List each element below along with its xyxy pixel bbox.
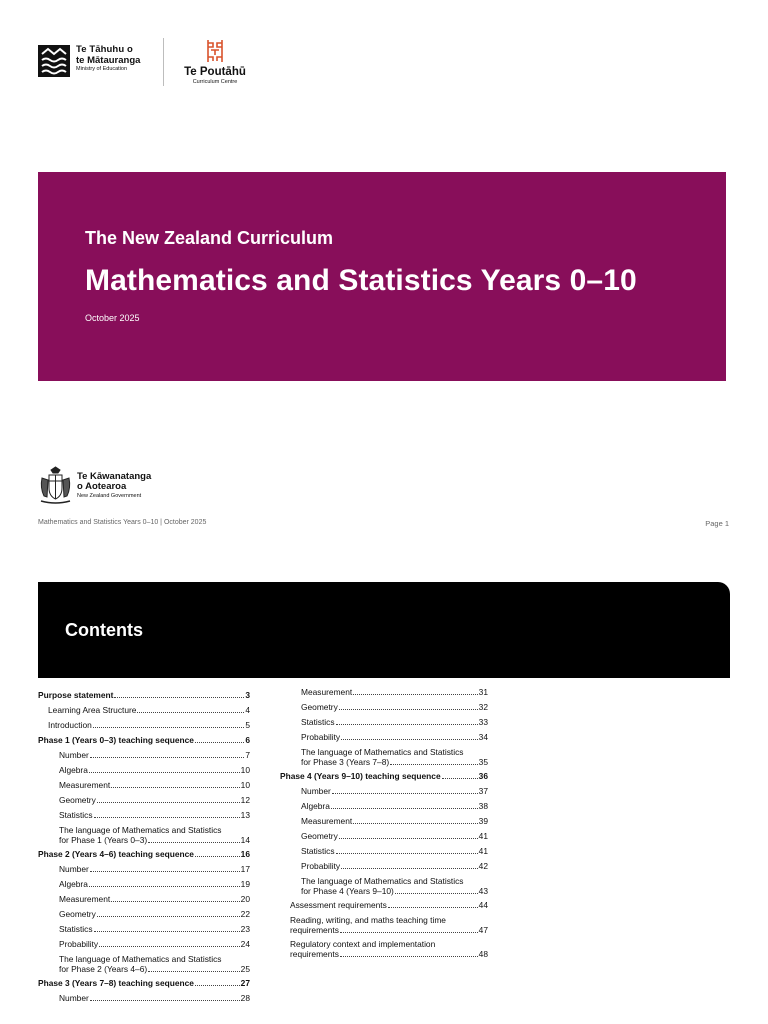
toc-entry[interactable] bbox=[38, 720, 250, 730]
gov-name-line2: o Aotearoa bbox=[77, 481, 127, 493]
toc-entry[interactable] bbox=[280, 687, 488, 697]
toc-page-number: 48 bbox=[478, 949, 488, 959]
toc-page-number: 14 bbox=[240, 835, 250, 845]
toc-entry[interactable] bbox=[38, 795, 250, 805]
toc-entry-title: Number bbox=[59, 993, 89, 1003]
toc-entry[interactable] bbox=[38, 978, 250, 988]
moe-name-line3: Ministry of Education bbox=[76, 66, 128, 72]
toc-entry-title: Geometry bbox=[59, 795, 96, 805]
toc-leader-dots bbox=[114, 696, 244, 698]
toc-entry[interactable] bbox=[280, 732, 488, 742]
toc-entry-title: Measurement bbox=[301, 687, 353, 697]
toc-entry[interactable] bbox=[280, 717, 488, 727]
toc-leader-dots bbox=[339, 837, 478, 839]
contents-banner bbox=[38, 582, 730, 678]
toc-leader-dots bbox=[93, 726, 245, 728]
toc-leader-dots bbox=[111, 900, 239, 902]
toc-entry-title: Number bbox=[59, 750, 89, 760]
toc-page-number: 39 bbox=[478, 816, 488, 826]
toc-page-number: 38 bbox=[478, 801, 488, 811]
toc-leader-dots bbox=[90, 756, 245, 758]
toc-page-number: 10 bbox=[240, 765, 250, 775]
toc-page-number: 27 bbox=[240, 978, 250, 988]
toc-page-number: 32 bbox=[478, 702, 488, 712]
toc-entry-title: Geometry bbox=[59, 909, 96, 919]
toc-entry[interactable] bbox=[38, 780, 250, 790]
toc-entry[interactable] bbox=[38, 825, 250, 845]
toc-leader-dots bbox=[94, 816, 240, 818]
toc-entry-title: Introduction bbox=[48, 720, 92, 730]
toc-page-number: 43 bbox=[478, 886, 488, 896]
toc-leader-dots bbox=[388, 906, 478, 908]
toc-leader-dots bbox=[89, 771, 240, 773]
toc-entry-title-cont: requirements bbox=[290, 925, 339, 935]
toc-entry[interactable] bbox=[38, 765, 250, 775]
moe-name-line1: Te Tāhuhu o bbox=[76, 44, 133, 55]
toc-entry-title: Measurement bbox=[301, 816, 353, 826]
toc-entry-title: Assessment requirements bbox=[290, 900, 387, 910]
toc-leader-dots bbox=[137, 711, 244, 713]
toc-leader-dots bbox=[332, 792, 478, 794]
toc-entry-title-cont: requirements bbox=[290, 949, 339, 959]
toc-entry[interactable] bbox=[280, 801, 488, 811]
toc-entry[interactable] bbox=[280, 816, 488, 826]
toc-page-number: 41 bbox=[478, 831, 488, 841]
curriculum-series: The New Zealand Curriculum bbox=[85, 228, 334, 248]
toc-leader-dots bbox=[195, 741, 244, 743]
toc-leader-dots bbox=[336, 723, 478, 725]
toc-page-number: 36 bbox=[478, 771, 488, 781]
toc-leader-dots bbox=[90, 999, 240, 1001]
toc-leader-dots bbox=[442, 777, 478, 779]
toc-entry[interactable] bbox=[280, 900, 488, 910]
toc-leader-dots bbox=[336, 852, 478, 854]
toc-page-number: 12 bbox=[240, 795, 250, 805]
toc-leader-dots bbox=[341, 738, 478, 740]
toc-entry-title: Number bbox=[301, 786, 331, 796]
toc-entry-title: Geometry bbox=[301, 831, 338, 841]
document-title: Mathematics and Statistics Years 0–10 bbox=[85, 264, 637, 297]
toc-entry-title: Number bbox=[59, 864, 89, 874]
toc-page-number: 28 bbox=[240, 993, 250, 1003]
toc-leader-dots bbox=[353, 693, 477, 695]
document-date: October 2025 bbox=[85, 313, 140, 323]
toc-page-number: 3 bbox=[245, 690, 250, 700]
poutahu-subtitle: Curriculum Centre bbox=[192, 79, 238, 85]
toc-right-column bbox=[280, 687, 488, 963]
toc-entry[interactable] bbox=[38, 750, 250, 760]
toc-page-number: 33 bbox=[478, 717, 488, 727]
toc-entry-title: Algebra bbox=[301, 801, 330, 811]
toc-leader-dots bbox=[390, 763, 478, 765]
toc-entry[interactable] bbox=[280, 939, 488, 959]
page-number: Page 1 bbox=[705, 519, 729, 528]
toc-entry-title: Probability bbox=[301, 732, 341, 742]
toc-entry-title: Purpose statement bbox=[38, 690, 114, 700]
toc-entry[interactable] bbox=[38, 879, 250, 889]
toc-leader-dots bbox=[195, 855, 240, 857]
toc-page-number: 19 bbox=[240, 879, 250, 889]
toc-page-number: 20 bbox=[240, 894, 250, 904]
toc-page-number: 25 bbox=[240, 964, 250, 974]
toc-page-number: 22 bbox=[240, 909, 250, 919]
toc-entry[interactable] bbox=[280, 915, 488, 935]
toc-entry-title: The language of Mathematics and Statistics bbox=[59, 954, 222, 964]
toc-leader-dots bbox=[89, 885, 240, 887]
toc-page-number: 41 bbox=[478, 846, 488, 856]
toc-leader-dots bbox=[97, 801, 240, 803]
toc-entry[interactable] bbox=[280, 831, 488, 841]
toc-leader-dots bbox=[148, 841, 240, 843]
toc-entry-title-cont: for Phase 2 (Years 4–6) bbox=[59, 964, 148, 974]
toc-entry-title: Learning Area Structure bbox=[48, 705, 137, 715]
toc-entry[interactable] bbox=[280, 771, 488, 781]
toc-entry-title: Regulatory context and implementation bbox=[290, 939, 436, 949]
toc-entry[interactable] bbox=[38, 894, 250, 904]
toc-entry-title: Algebra bbox=[59, 765, 88, 775]
toc-left-column bbox=[38, 690, 250, 1008]
toc-leader-dots bbox=[331, 807, 478, 809]
toc-entry-title: Algebra bbox=[59, 879, 88, 889]
toc-page-number: 4 bbox=[245, 705, 250, 715]
toc-leader-dots bbox=[353, 822, 477, 824]
toc-entry[interactable] bbox=[280, 747, 488, 767]
toc-entry[interactable] bbox=[38, 810, 250, 820]
toc-leader-dots bbox=[195, 984, 240, 986]
toc-page-number: 35 bbox=[478, 757, 488, 767]
toc-entry[interactable] bbox=[38, 864, 250, 874]
toc-entry-title: Phase 4 (Years 9–10) teaching sequence bbox=[280, 771, 441, 781]
toc-entry-title-cont: for Phase 1 (Years 0–3) bbox=[59, 835, 148, 845]
toc-entry-title: Statistics bbox=[59, 924, 93, 934]
toc-entry-title: Statistics bbox=[59, 810, 93, 820]
toc-page-number: 47 bbox=[478, 925, 488, 935]
toc-entry-title: Phase 2 (Years 4–6) teaching sequence bbox=[38, 849, 194, 859]
toc-leader-dots bbox=[148, 970, 240, 972]
toc-page-number: 6 bbox=[245, 735, 250, 745]
toc-entry-title: Measurement bbox=[59, 780, 111, 790]
toc-entry-title-cont: for Phase 3 (Years 7–8) bbox=[301, 757, 390, 767]
moe-name-line2: te Mātauranga bbox=[76, 54, 141, 66]
toc-leader-dots bbox=[99, 945, 240, 947]
toc-leader-dots bbox=[340, 955, 478, 957]
toc-leader-dots bbox=[341, 867, 478, 869]
gov-name-line3: New Zealand Government bbox=[77, 493, 142, 500]
toc-page-number: 37 bbox=[478, 786, 488, 796]
gov-name-line1: Te Kāwanatanga bbox=[77, 471, 152, 483]
toc-entry[interactable] bbox=[38, 849, 250, 859]
toc-leader-dots bbox=[395, 892, 478, 894]
logo-divider bbox=[163, 38, 164, 86]
toc-page-number: 5 bbox=[245, 720, 250, 730]
toc-page-number: 44 bbox=[478, 900, 488, 910]
toc-entry-title: Phase 1 (Years 0–3) teaching sequence bbox=[38, 735, 194, 745]
toc-entry[interactable] bbox=[38, 690, 250, 700]
toc-leader-dots bbox=[111, 786, 239, 788]
ministry-of-education-logo bbox=[38, 45, 140, 77]
toc-page-number: 16 bbox=[240, 849, 250, 859]
toc-entry-title: Geometry bbox=[301, 702, 338, 712]
toc-page-number: 10 bbox=[240, 780, 250, 790]
poutahu-carving-icon bbox=[205, 38, 225, 64]
page-footer-title: Mathematics and Statistics Years 0–10 | October 2025 bbox=[38, 519, 207, 526]
poutahu-name: Te Poutāhū bbox=[184, 66, 246, 78]
toc-entry-title: Phase 3 (Years 7–8) teaching sequence bbox=[38, 978, 194, 988]
toc-entry[interactable] bbox=[280, 846, 488, 856]
toc-leader-dots bbox=[340, 931, 478, 933]
toc-entry[interactable] bbox=[38, 939, 250, 949]
toc-entry[interactable] bbox=[280, 702, 488, 712]
ministry-wave-icon bbox=[38, 45, 70, 77]
toc-entry-title: The language of Mathematics and Statistics bbox=[59, 825, 222, 835]
toc-entry[interactable] bbox=[280, 876, 488, 896]
title-banner bbox=[38, 172, 726, 381]
toc-entry-title: Statistics bbox=[301, 717, 335, 727]
toc-page-number: 34 bbox=[478, 732, 488, 742]
toc-entry[interactable] bbox=[38, 993, 250, 1003]
toc-entry[interactable] bbox=[280, 861, 488, 871]
toc-page-number: 31 bbox=[478, 687, 488, 697]
toc-entry[interactable] bbox=[38, 735, 250, 745]
toc-entry[interactable] bbox=[38, 954, 250, 974]
toc-entry-title: Probability bbox=[59, 939, 99, 949]
nz-government-logo bbox=[38, 466, 151, 506]
toc-page-number: 17 bbox=[240, 864, 250, 874]
toc-page-number: 24 bbox=[240, 939, 250, 949]
toc-page-number: 13 bbox=[240, 810, 250, 820]
toc-leader-dots bbox=[90, 870, 240, 872]
toc-entry[interactable] bbox=[280, 786, 488, 796]
toc-entry-title: The language of Mathematics and Statistics bbox=[301, 876, 464, 886]
toc-entry-title: Reading, writing, and maths teaching time bbox=[290, 915, 446, 925]
toc-entry-title: Statistics bbox=[301, 846, 335, 856]
toc-page-number: 42 bbox=[478, 861, 488, 871]
toc-entry[interactable] bbox=[38, 705, 250, 715]
toc-entry-title: Measurement bbox=[59, 894, 111, 904]
toc-entry-title: The language of Mathematics and Statistics bbox=[301, 747, 464, 757]
toc-leader-dots bbox=[94, 930, 240, 932]
toc-entry-title: Probability bbox=[301, 861, 341, 871]
toc-entry[interactable] bbox=[38, 909, 250, 919]
coat-of-arms-icon bbox=[38, 466, 73, 506]
te-poutahu-logo bbox=[179, 38, 251, 85]
toc-leader-dots bbox=[97, 915, 240, 917]
toc-entry[interactable] bbox=[38, 924, 250, 934]
toc-entry-title-cont: for Phase 4 (Years 9–10) bbox=[301, 886, 394, 896]
toc-page-number: 23 bbox=[240, 924, 250, 934]
toc-leader-dots bbox=[339, 708, 478, 710]
contents-heading: Contents bbox=[65, 620, 143, 640]
toc-page-number: 7 bbox=[245, 750, 250, 760]
